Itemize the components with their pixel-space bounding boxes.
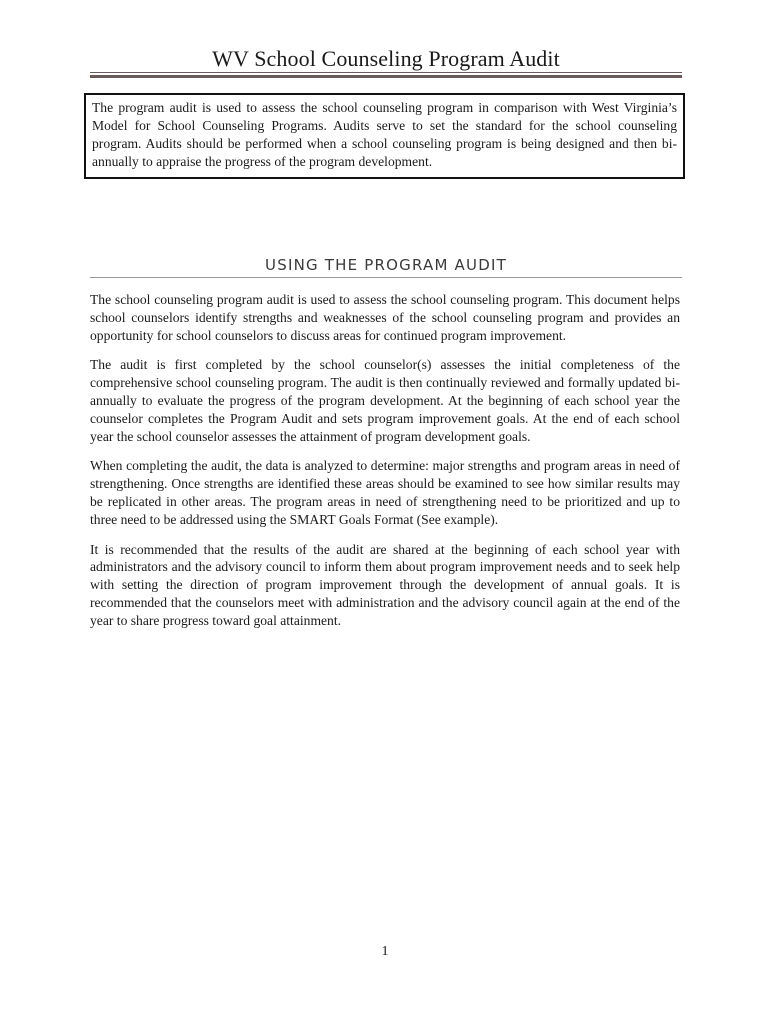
paragraph: The audit is first completed by the school counselor(s) assesses the initial completeness of the comprehensive school counseling program. The audit is then continually reviewed and formally updated bi-annually to evaluate the progress of the program development. At the beginning of each school year the counselor completes the Program Audit and sets program improvement goals. At the end of each school year the school counselor assesses the attainment of program development goals. [90, 357, 680, 444]
paragraph: The school counseling program audit is used to assess the school counseling program. This document helps school counselors identify strengths and weaknesses of the school counseling program and provides an opportunity for school counselors to discuss areas for continued program improvement. [90, 292, 680, 343]
title-divider-thick [90, 75, 682, 78]
page-title: WV School Counseling Program Audit [212, 46, 560, 71]
paragraph: It is recommended that the results of the audit are shared at the beginning of each school year with administrators and the advisory council to inform them about program improvement needs and to seek help with setting the direction of program improvement through the development of annual goals. It is recommended that the counselors meet with administration and the advisory council again at the end of the year to share progress toward goal attainment. [90, 541, 680, 628]
section-heading: USING THE PROGRAM AUDIT [265, 256, 507, 274]
title-divider-thin [90, 72, 682, 73]
section-body [90, 291, 680, 642]
page-number: 1 [381, 944, 389, 959]
paragraph: When completing the audit, the data is analyzed to determine: major strengths and program areas in need of strengthening. Once strengths are identified these areas should be examined to see how similar results may be replicated in other areas. The program areas in need of strengthening need to be prioritized and up to three need to be addressed using the SMART Goals Format (See example). [90, 458, 680, 527]
intro-box: The program audit is used to assess the school counseling program in comparison with West Virginia’s Model for School Counseling Programs. Audits serve to set the standard for the school counseling program. Audits should be performed when a school counseling program is being designed and then bi-annually to appraise the progress of the program development. [84, 93, 685, 179]
section-divider [90, 277, 682, 278]
